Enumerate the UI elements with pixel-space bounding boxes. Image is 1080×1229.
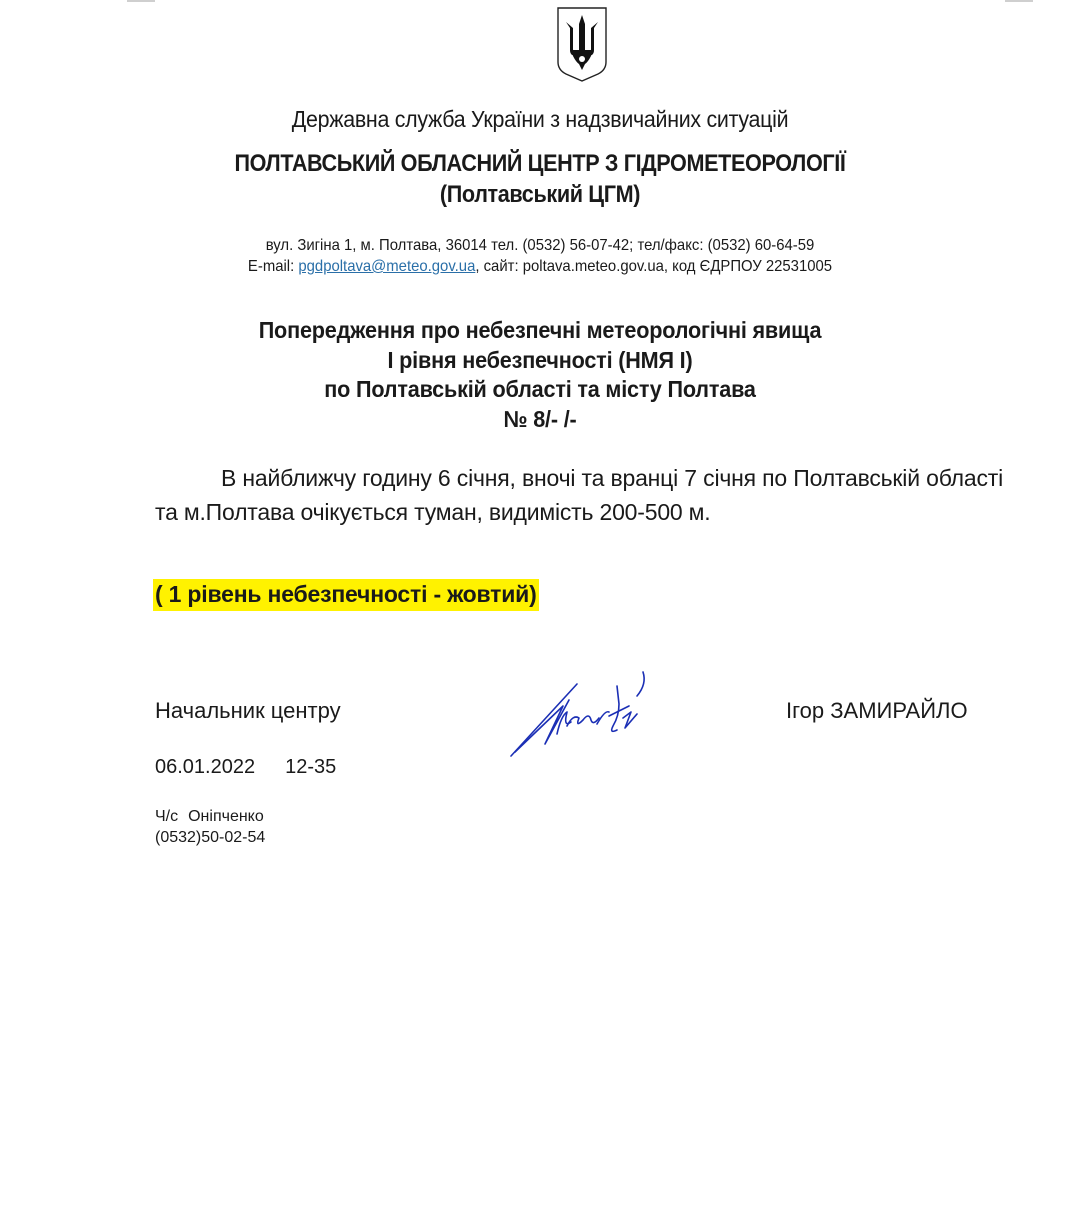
address-block bbox=[38, 235, 1042, 277]
executor-phone: (0532)50-02-54 bbox=[155, 829, 266, 846]
danger-level-badge: ( 1 рівень небезпечності - жовтий) bbox=[153, 579, 539, 611]
handwritten-signature-icon bbox=[505, 656, 665, 766]
executor-label: Ч/с bbox=[155, 808, 179, 825]
warning-title-line2: І рівня небезпечності (НМЯ І) bbox=[387, 346, 693, 373]
address-line2-rest: , сайт: poltava.meteo.gov.ua, код ЄДРПОУ 22531005 bbox=[475, 258, 833, 275]
issue-date: 06.01.2022 bbox=[155, 756, 256, 778]
page-corner-mark-right bbox=[1005, 0, 1033, 2]
address-line1: вул. Зигіна 1, м. Полтава, 36014 тел. (0532) 56-07-42; тел/факс: (0532) 60-64-59 bbox=[265, 237, 815, 254]
signer-name: Ігор ЗАМИРАЙЛО bbox=[786, 698, 968, 723]
warning-title bbox=[32, 316, 1047, 434]
executor-line bbox=[155, 806, 265, 827]
ukraine-trident-emblem-icon bbox=[556, 6, 608, 82]
warning-title-line3: по Полтавській області та місту Полтава bbox=[324, 376, 756, 402]
executor-block bbox=[155, 806, 265, 848]
agency-name: Державна служба України з надзвичайних ситуацій bbox=[291, 106, 789, 132]
email-link[interactable]: pgdpoltava@meteo.gov.ua bbox=[298, 258, 476, 275]
signer-role: Начальник центру bbox=[155, 698, 341, 723]
address-line2 bbox=[38, 256, 1042, 277]
warning-body-text: В найближчу годину 6 січня, вночі та вранці 7 січня по Полтавській області та м.Полтава очікується туман, видимість 200-500 м. bbox=[155, 465, 1003, 525]
center-name bbox=[54, 148, 1026, 210]
center-name-line2: (Полтавський ЦГМ) bbox=[439, 181, 641, 208]
executor-name: Оніпченко bbox=[188, 808, 264, 825]
warning-number: № 8/- /- bbox=[503, 405, 577, 432]
warning-title-line1: Попередження про небезпечні метеорологічні явища bbox=[258, 317, 822, 343]
email-label: E-mail: bbox=[247, 258, 299, 275]
issue-date-time bbox=[155, 756, 336, 779]
issue-time: 12-35 bbox=[285, 756, 337, 778]
page-corner-mark-left bbox=[127, 0, 155, 2]
center-name-line1: ПОЛТАВСЬКИЙ ОБЛАСНИЙ ЦЕНТР З ГІДРОМЕТЕОРОЛОГІЇ bbox=[234, 150, 846, 177]
